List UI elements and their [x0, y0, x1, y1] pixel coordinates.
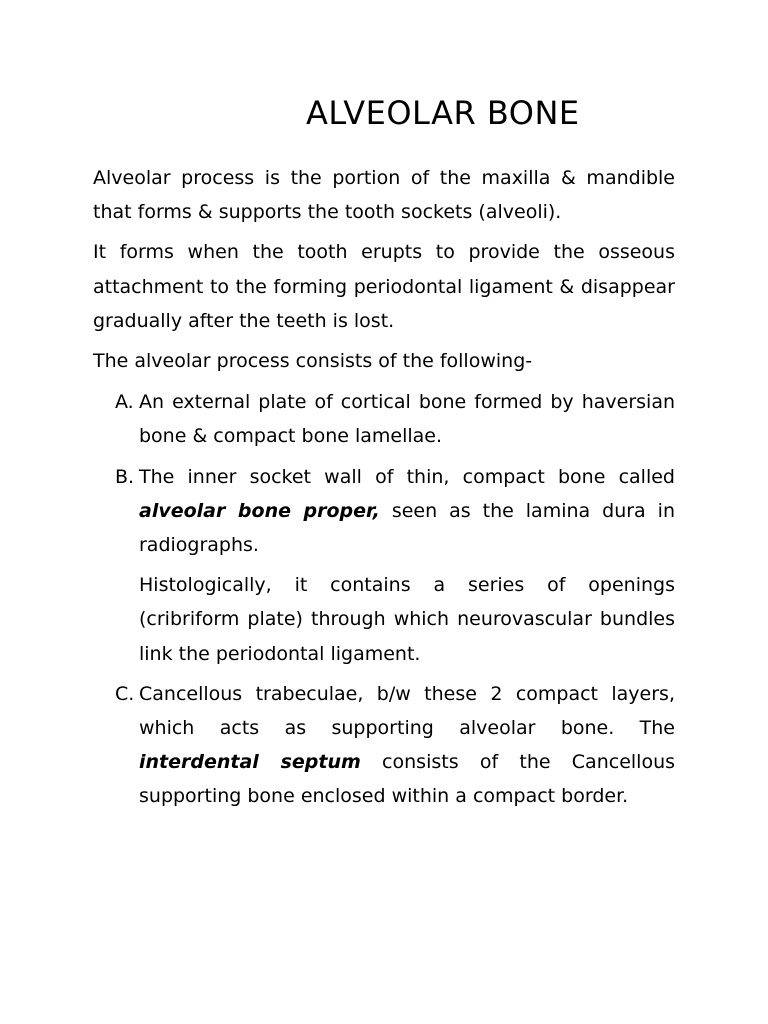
- key-term-alveolar-bone-proper: alveolar bone proper,: [139, 499, 380, 522]
- intro-paragraph: Alveolar process is the portion of the maxilla & mandible that forms & supports the tooth sockets (alveoli).: [93, 167, 675, 224]
- list-item-extra-text: Histologically, it contains a series of openings (cribriform plate) through which neurovascular bundles link the periodontal ligament.: [139, 574, 675, 665]
- formation-paragraph: It forms when the tooth erupts to provide the osseous attachment to the forming periodontal ligament & disappear gradually after the teeth is lost.: [93, 241, 675, 332]
- list-item-text: An external plate of cortical bone formed by haversian bone & compact bone lamellae.: [139, 391, 675, 448]
- list-item-label: A.: [115, 391, 134, 414]
- text-segment: The inner socket wall of thin, compact bone called: [139, 465, 675, 488]
- list-item-label: B.: [115, 465, 135, 488]
- document-page: [93, 92, 675, 820]
- list-item-b: [115, 460, 675, 671]
- list-item-text: [139, 677, 675, 814]
- text-segment: seen as the lamina dura in radiographs.: [139, 499, 675, 557]
- key-term-interdental-septum: interdental septum: [139, 751, 361, 774]
- list-item-a: [115, 385, 675, 453]
- list-item-c: [115, 677, 675, 814]
- list-item-body: [139, 677, 675, 814]
- text-segment: Cancellous trabeculae, b/w these 2 compact layers, which acts as supporting alveolar bone. The: [139, 682, 675, 740]
- text-segment: consists of the Cancellous supporting bone enclosed within a compact border.: [139, 751, 676, 808]
- list-item-body: [139, 385, 675, 453]
- page-title: ALVEOLAR BONE: [306, 94, 580, 132]
- list-item-body: [139, 460, 675, 671]
- list-item-text: [139, 460, 675, 563]
- list-intro: The alveolar process consists of the following-: [93, 350, 533, 373]
- list-item-label: C.: [115, 682, 135, 705]
